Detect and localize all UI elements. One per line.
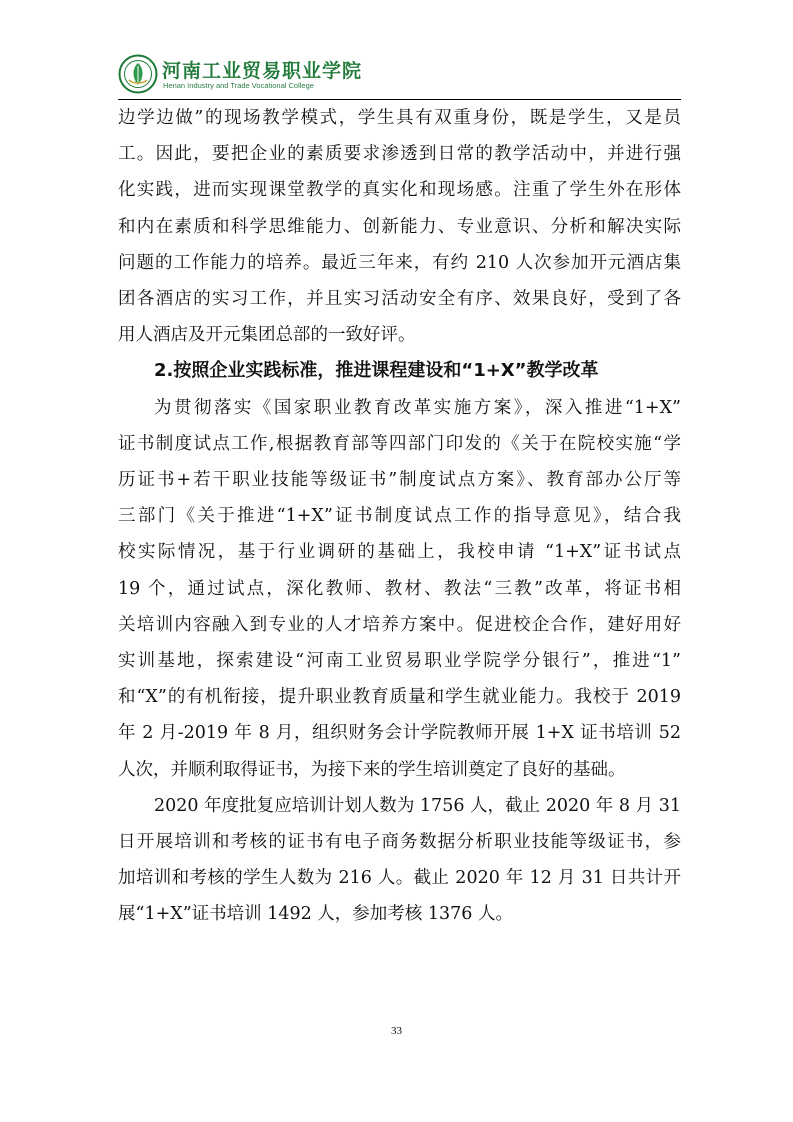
text-line: 团各酒店的实习工作，并且实习活动安全有序、效果良好，受到了各 xyxy=(118,289,681,310)
text-line: 关培训内容融入到专业的人才培养方案中。促进校企合作，建好用好 xyxy=(118,614,681,635)
text-line: 2020 年度批复应培训计划人数为 1756 人，截止 2020 年 8 月 31 xyxy=(154,795,681,816)
text-line: 工。因此，要把企业的素质要求渗透到日常的教学活动中，并进行强 xyxy=(118,144,681,165)
text-line: 年 2 月-2019 年 8 月，组织财务会计学院教师开展 1+X 证书培训 52 xyxy=(118,723,681,744)
text-line: 展“1+X”证书培训 1492 人，参加考核 1376 人。 xyxy=(118,904,513,925)
text-line: 三部门《关于推进“1+X”证书制度试点工作的指导意见》，结合我 xyxy=(118,506,681,527)
page-number: 33 xyxy=(391,1025,402,1037)
text-line: 加培训和考核的学生人数为 216 人。截止 2020 年 12 月 31 日共计开 xyxy=(118,868,681,889)
text-line: 为贯彻落实《国家职业教育改革实施方案》，深入推进“1+X” xyxy=(154,397,681,418)
text-line: 问题的工作能力的培养。最近三年来，有约 210 人次参加开元酒店集 xyxy=(118,252,681,273)
school-name-english: Henan Industry and Trade Vocational College xyxy=(163,81,314,90)
text-line: 校实际情况，基于行业调研的基础上，我校申请 “1+X”证书试点 xyxy=(118,542,681,563)
school-name: 河南工业贸易职业学院 xyxy=(162,60,363,82)
text-line: 实训基地，探索建设“河南工业贸易职业学院学分银行”，推进“1” xyxy=(118,651,681,672)
section-heading: 2.按照企业实践标准，推进课程建设和“1+X”教学改革 xyxy=(154,360,599,382)
text-line: 边学边做”的现场教学模式，学生具有双重身份，既是学生，又是员 xyxy=(118,108,681,128)
text-line: 和“X”的有机衔接，提升职业教育质量和学生就业能力。我校于 2019 xyxy=(118,687,681,708)
text-line: 和内在素质和科学思维能力、创新能力、专业意识、分析和解决实际 xyxy=(118,216,681,237)
text-line: 历证书+若干职业技能等级证书”制度试点方案》、教育部办公厅等 xyxy=(118,470,681,491)
college-emblem-icon xyxy=(118,54,158,94)
text-line: 证书制度试点工作,根据教育部等四部门印发的《关于在院校实施“学 xyxy=(118,433,681,454)
page-content xyxy=(118,100,681,933)
page-header xyxy=(118,54,678,98)
text-line: 化实践，进而实现课堂教学的真实化和现场感。注重了学生外在形体 xyxy=(118,180,681,201)
text-line: 用人酒店及开元集团总部的一致好评。 xyxy=(118,325,416,346)
text-line: 日开展培训和考核的证书有电子商务数据分析职业技能等级证书，参 xyxy=(118,832,681,853)
text-line: 19 个，通过试点，深化教师、教材、教法“三教”改革，将证书相 xyxy=(118,578,681,599)
text-line: 人次，并顺利取得证书，为接下来的学生培训奠定了良好的基础。 xyxy=(118,759,626,780)
